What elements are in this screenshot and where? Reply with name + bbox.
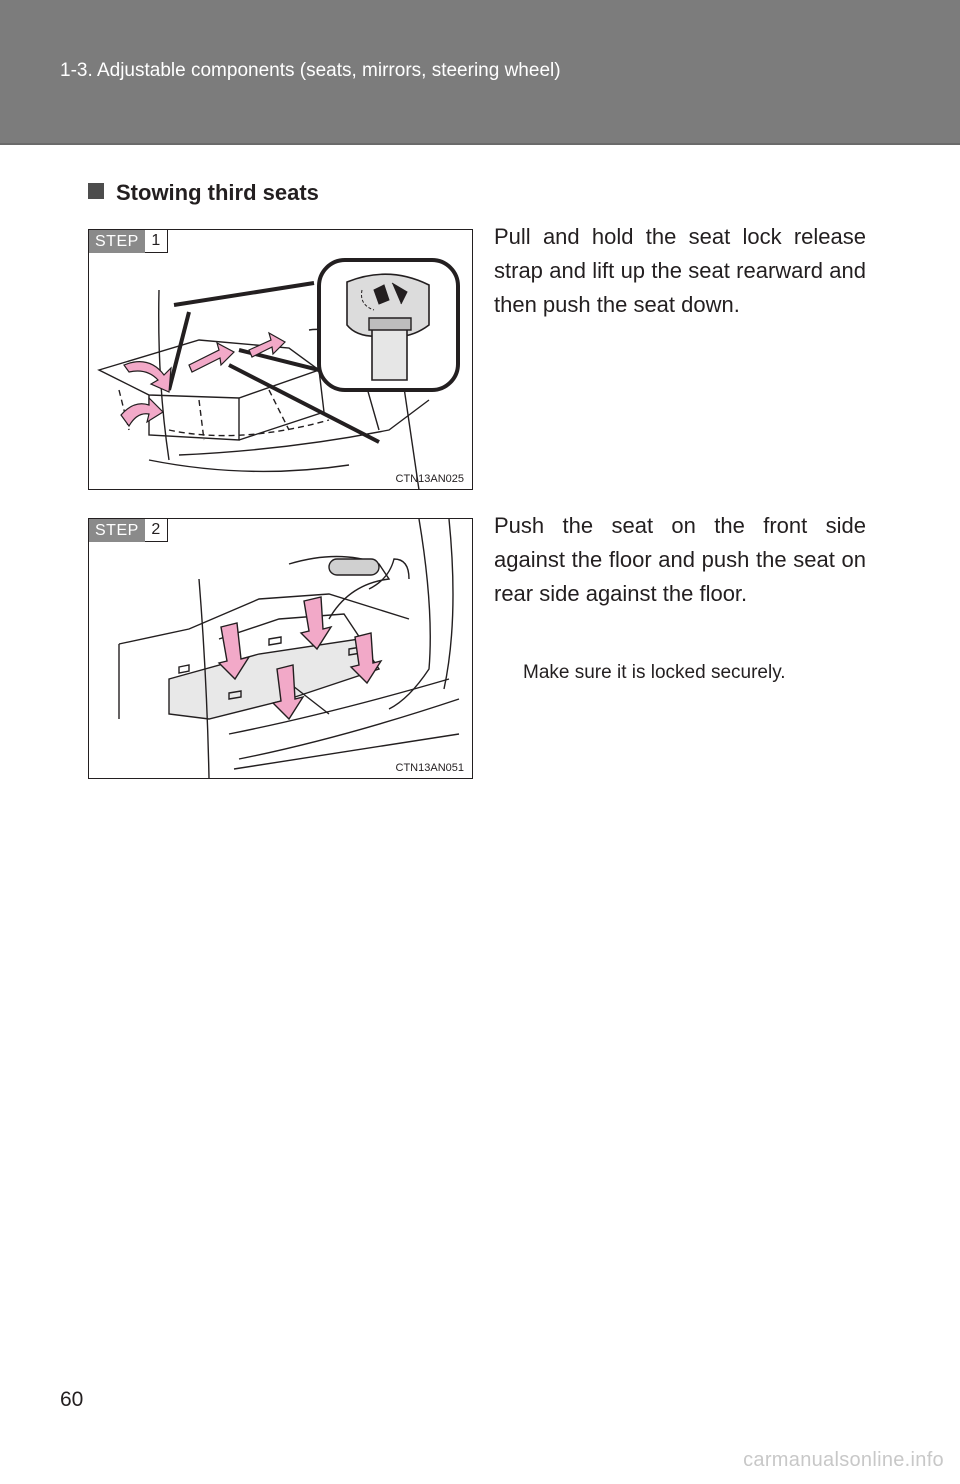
step-label: STEP	[89, 519, 145, 542]
step2-instruction: Push the seat on the front side against the floor and push the seat on rear side against the floor.	[494, 513, 866, 606]
section-title-text: Stowing third seats	[116, 180, 319, 205]
watermark: carmanualsonline.info	[743, 1449, 944, 1471]
header-title: 1-3. Adjustable components (seats, mirrors, steering wheel)	[60, 60, 561, 81]
figure-code: CTN13AN051	[395, 762, 464, 774]
page-header	[0, 0, 960, 145]
step-badge	[89, 230, 168, 253]
section-heading	[88, 180, 319, 206]
step2-illustration	[88, 518, 473, 779]
page-number: 60	[60, 1388, 84, 1411]
square-bullet-icon	[88, 183, 104, 199]
step-number: 2	[145, 519, 168, 542]
seat-release-drawing	[89, 230, 472, 489]
seat-push-drawing	[89, 519, 472, 778]
step2-note: Make sure it is locked securely.	[523, 662, 786, 683]
step1-instruction: Pull and hold the seat lock release strap and lift up the seat rearward and then push the seat down.	[494, 224, 866, 317]
step1-illustration	[88, 229, 473, 490]
figure-code: CTN13AN025	[395, 473, 464, 485]
step-badge	[89, 519, 168, 542]
step-number: 1	[145, 230, 168, 253]
step-label: STEP	[89, 230, 145, 253]
